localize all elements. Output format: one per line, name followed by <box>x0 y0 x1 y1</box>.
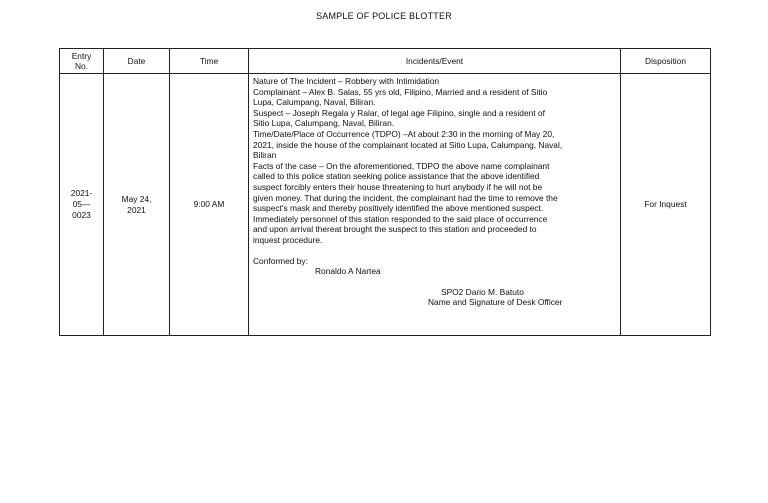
incident-line: suspect's mask and thereby positively identified the above mentioned suspect. <box>253 203 544 214</box>
incident-line: 2021, inside the house of the complainant located at Sitio Lupa, Calumpang, Naval, <box>253 139 563 150</box>
incident-line: Biliran <box>253 150 277 161</box>
desk-officer-caption: Name and Signature of Desk Officer <box>428 297 563 308</box>
date-cell <box>104 74 170 336</box>
header-no-label: No. <box>74 61 89 71</box>
entry-number-part: 05— <box>72 199 91 209</box>
date-part: May 24, <box>121 193 152 204</box>
incident-line: Sitio Lupa, Calumpang, Naval, Biliran. <box>253 118 395 129</box>
header-date: Date <box>104 49 170 74</box>
incident-line: and upon arrival thereat brought the suspect to this station and proceeded to <box>253 224 537 235</box>
document-title: SAMPLE OF POLICE BLOTTER <box>316 11 452 21</box>
entry-number-part: 0023 <box>72 210 91 220</box>
header-entry-no <box>60 49 104 74</box>
header-incidents: Incidents/Event <box>249 49 621 74</box>
header-entry-label: Entry <box>71 51 92 61</box>
incident-line: Immediately personnel of this station responded to the said place of occurrence <box>253 213 548 224</box>
entry-number-part: 2021- <box>70 188 93 198</box>
table-row <box>60 74 711 336</box>
incident-line: Complainant – Alex B. Salas, 55 yrs old, Filipino, Married and a resident of Sitio <box>253 86 548 97</box>
conformed-name: Ronaldo A Nartea <box>315 266 381 277</box>
desk-officer-name: SPO2 Dario M. Batuto <box>441 286 524 297</box>
table-header-row <box>60 49 711 74</box>
incident-line: given money. That during the incident, the complainant had the time to remove the <box>253 192 558 203</box>
spacer <box>253 277 617 287</box>
time-cell: 9:00 AM <box>170 74 249 336</box>
disposition-cell: For Inquest <box>621 74 711 336</box>
incident-line: Suspect – Joseph Regala y Ralar, of legal age Filipino, single and a resident of <box>253 107 545 118</box>
police-blotter-table <box>59 48 711 336</box>
incident-line: Lupa, Calumpang, Naval, Biliran. <box>253 97 376 108</box>
date-part: 2021 <box>127 204 146 215</box>
header-time: Time <box>170 49 249 74</box>
incident-line: suspect forcibly enters their house threatening to hurt anybody if he will not be <box>253 181 543 192</box>
incident-line: Facts of the case – On the aforementioned, TDPO the above name complainant <box>253 160 550 171</box>
incident-line: Nature of The Incident – Robbery with Intimidation <box>253 76 440 86</box>
incident-line: inquest procedure. <box>253 234 323 245</box>
header-disposition: Disposition <box>621 49 711 74</box>
incident-cell <box>249 74 621 336</box>
spacer <box>253 246 617 256</box>
entry-number-cell <box>60 74 104 336</box>
incident-line: called to this police station seeking police assistance that the above identified <box>253 171 540 182</box>
incident-line: Time/Date/Place of Occurrence (TDPO) –At about 2:30 in the morning of May 20, <box>253 128 555 139</box>
conformed-label: Conformed by: <box>253 255 308 266</box>
